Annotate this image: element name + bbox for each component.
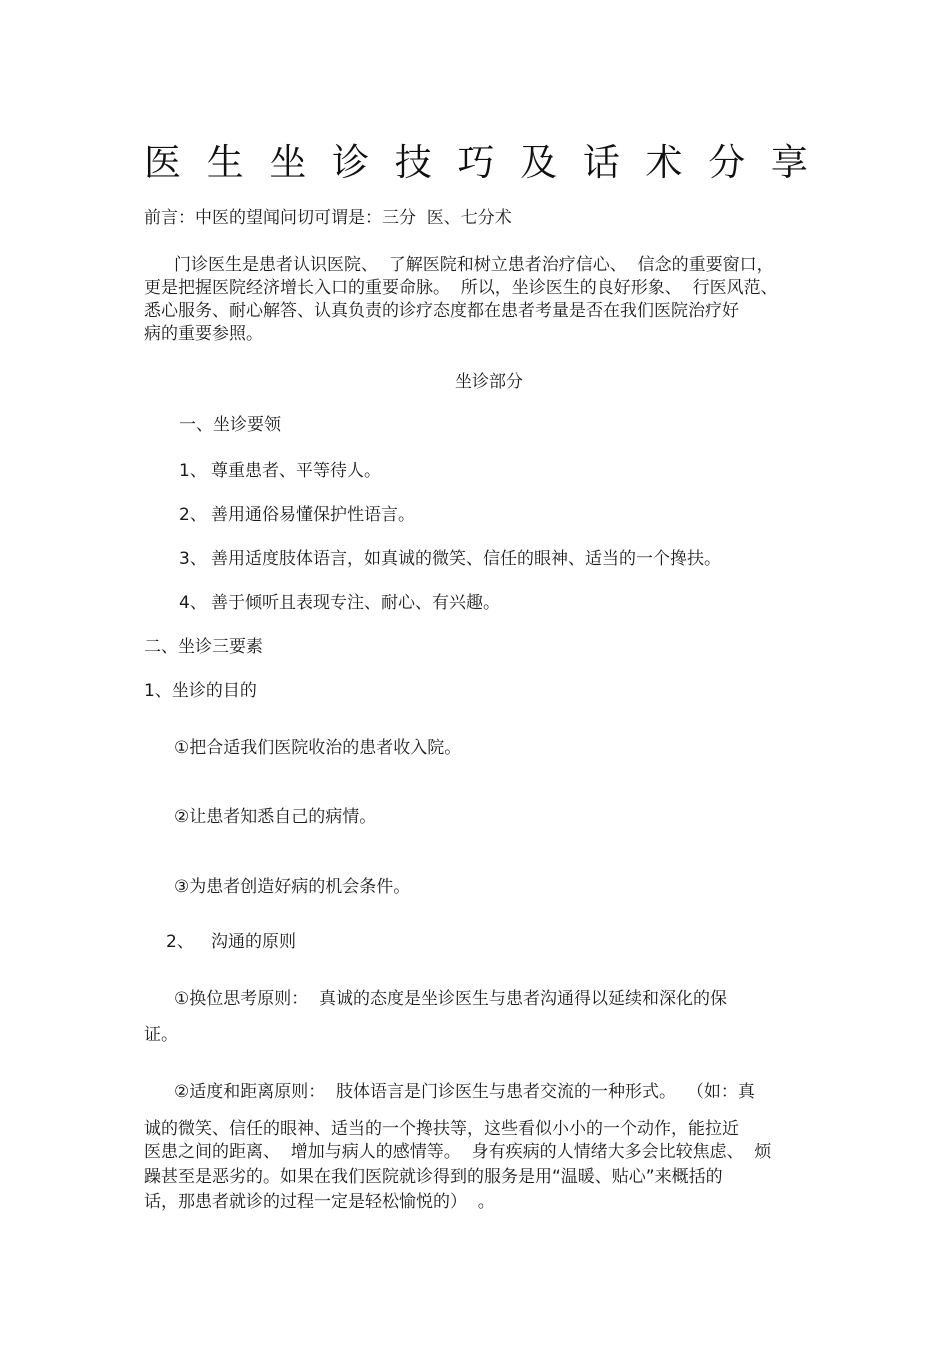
title-char: 技 [394, 141, 432, 184]
intro-line-4: 病的重要参照。 [144, 324, 263, 344]
part1-item-1-num: 1、 [179, 461, 207, 481]
section-title: 坐诊部分 [455, 372, 523, 392]
intro-line-1: 门诊医生是患者认识医院、 了解医院和树立患者治疗信心、 信念的重要窗口， [174, 255, 774, 275]
part1-item-1-text: 尊重患者、平等待人。 [211, 461, 381, 481]
part2-heading: 二、坐诊三要素 [144, 637, 263, 657]
principle-heading: 沟通的原则 [211, 932, 296, 952]
principle-2-line-3: 医患之间的距离、 增加与病人的感情等。 身有疾病的人情绪大多会比较焦虑、 烦 [144, 1142, 772, 1162]
principle-2-line-1: ②适度和距离原则： 肢体语言是门诊医生与患者交流的一种形式。 （如：真 [174, 1082, 755, 1102]
principle-2-line-5: 话，那患者就诊的过程一定是轻松愉悦的） 。 [144, 1192, 495, 1212]
principle-num: 2、 [166, 932, 194, 952]
title-char: 生 [206, 141, 244, 184]
purpose-item-3: ③为患者创造好病的机会条件。 [174, 877, 411, 897]
title-char: 诊 [332, 141, 370, 184]
principle-1-line-1: ①换位思考原则： 真诚的态度是坐诊医生与患者沟通得以延续和深化的保 [174, 989, 728, 1009]
intro-line-2: 更是把握医院经济增长入口的重要命脉。 所以，坐诊医生的良好形象、 行医风范、 [144, 278, 778, 298]
part1-item-3-num: 3、 [179, 549, 207, 569]
principle-2-line-2: 诚的微笑、信任的眼神、适当的一个搀扶等，这些看似小小的一个动作，能拉近 [144, 1119, 739, 1139]
principle-2-line-4: 躁甚至是恶劣的。如果在我们医院就诊得到的服务是用“温暖、贴心”来概括的 [144, 1167, 723, 1187]
title-char: 及 [520, 141, 558, 184]
part1-item-3-text: 善用适度肢体语言，如真诚的微笑、信任的眼神、适当的一个搀扶。 [211, 549, 721, 569]
purpose-item-2: ②让患者知悉自己的病情。 [174, 807, 377, 827]
part1-item-2-text: 善用通俗易懂保护性语言。 [211, 505, 415, 525]
document-title [144, 138, 808, 188]
title-char: 坐 [269, 141, 307, 184]
part1-item-2-num: 2、 [179, 505, 207, 525]
title-char: 享 [770, 141, 808, 184]
purpose-item-1: ①把合适我们医院收治的患者收入院。 [174, 738, 462, 758]
title-char: 巧 [457, 141, 495, 184]
preface-line: 前言：中医的望闻问切可谓是：三分 医、七分术 [144, 208, 512, 228]
intro-line-3: 悉心服务、耐心解答、认真负责的诊疗态度都在患者考量是否在我们医院治疗好 [144, 301, 739, 321]
part1-item-4-num: 4、 [179, 593, 207, 613]
part1-heading: 一、坐诊要领 [179, 415, 281, 435]
purpose-heading: 1、坐诊的目的 [144, 681, 257, 701]
principle-1-line-2: 证。 [144, 1025, 178, 1045]
title-char: 医 [144, 141, 181, 184]
title-char: 话 [582, 141, 620, 184]
title-char: 术 [645, 141, 683, 184]
part1-item-4-text: 善于倾听且表现专注、耐心、有兴趣。 [211, 593, 500, 613]
title-char: 分 [708, 141, 746, 184]
